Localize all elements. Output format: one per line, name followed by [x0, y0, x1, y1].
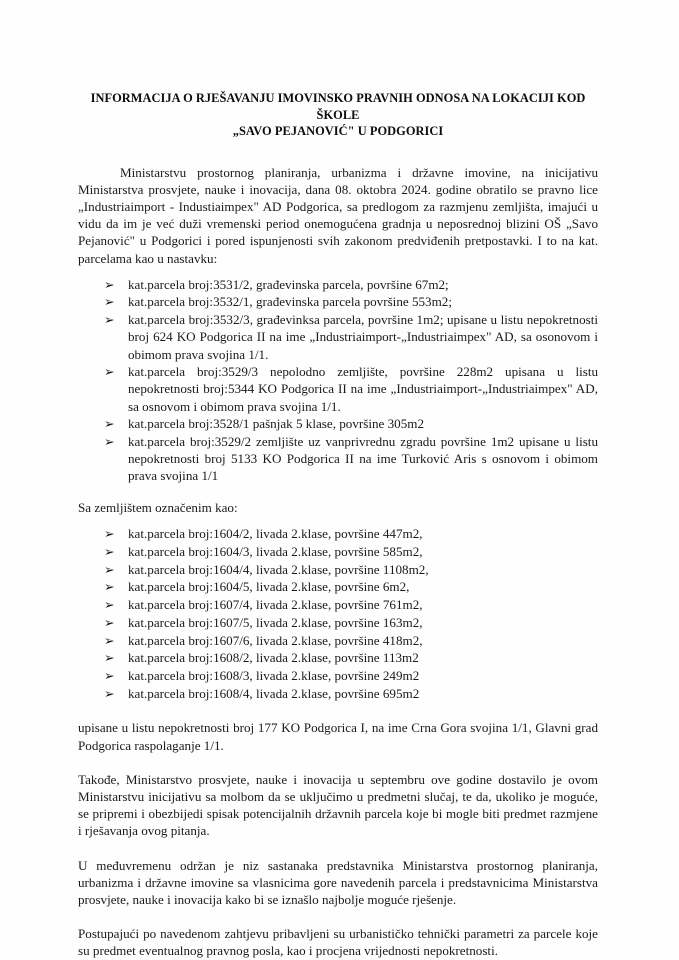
- list-item: [104, 561, 598, 578]
- bullet-arrow-icon: ➢: [104, 561, 115, 577]
- list-item: [104, 415, 598, 432]
- page-title: [78, 90, 598, 140]
- list-item: [104, 614, 598, 631]
- bullet-arrow-icon: ➢: [104, 614, 115, 630]
- list-item-label: kat.parcela broj:3529/3 nepolodno zemljište, površine 228m2 upisana u listu nepokretnosti broj:5344 KO Podgorica II na ime „Industriaimport-„Industriaimpex" AD, sa osnovom i obimom prava svojina 1/1.: [128, 364, 598, 414]
- list-item: [104, 632, 598, 649]
- spacer-before-first-list: [78, 267, 598, 276]
- list-item-label: kat.parcela broj:1608/2, livada 2.klase, površine 113m2: [128, 650, 419, 666]
- postupajuci-paragraph: Postupajući po navedenom zahtjevu pribavljeni su urbanističko tehnički parametri za parcele koje su predmet eventualnog pravnog posla, kao i procjena vrijednosti nepokretnosti.: [78, 926, 598, 959]
- list-item: [104, 276, 598, 293]
- takodje-paragraph: Takođe, Ministarstvo prosvjete, nauke i inovacija u septembru ove godine dostavilo je ovom Ministarstvu inicijativu sa molbom da se uključimo u predmetni slučaj, te da, ukoliko je moguće, se pripremi i obezbijedi spisak potencijalnih državnih parcela koje bi mogle biti predmet razmjene i rješavanja ovog pitanja.: [78, 771, 598, 839]
- bullet-arrow-icon: ➢: [104, 667, 115, 683]
- second-list-lead: Sa zemljištem označenim kao:: [78, 500, 238, 516]
- list-item-label: kat.parcela broj:1604/5, livada 2.klase, površine 6m2,: [128, 579, 410, 595]
- list-item-label: kat.parcela broj:3532/3, građevinksa parcela, površine 1m2; upisane u listu nepokretnosti broj 624 KO Podgorica II na ime „Industriaimport-„Industriaimpex" AD, sa osonovom i obimom prava svojina 1/1.: [128, 312, 598, 362]
- spacer-before-second-list: [78, 516, 598, 525]
- list-item: [104, 363, 598, 415]
- list-item: [104, 525, 598, 542]
- list-item: [104, 543, 598, 560]
- second-parcel-list: [78, 525, 598, 702]
- bullet-arrow-icon: ➢: [104, 597, 115, 613]
- list-item-label: kat.parcela broj:1608/4, livada 2.klase, površine 695m2: [128, 685, 420, 701]
- intro-paragraph: Ministarstvu prostornog planiranja, urbanizma i državne imovine, na inicijativu Ministarstva prosvjete, nauke i inovacija, dana 08. oktobra 2024. godine obratilo se pravno lice „Industriaimport - Industiaimpex" AD Podgorica, sa predlogom za razmjenu zemljišta, imajući u vidu da im je već duži vremenski period onemogućena gradnja u neposrednoj blizini OŠ „Savo Pejanović" u Podgorici i pored ispunjenosti svih zakonom predviđenih pretpostavki. I to na kat. parcelama kao u nastavku:: [78, 164, 598, 266]
- bullet-arrow-icon: ➢: [104, 294, 115, 310]
- list-item-label: kat.parcela broj:1604/4, livada 2.klase, površine 1108m2,: [128, 561, 429, 577]
- spacer-before-postupajuci: [78, 908, 598, 925]
- document-body: [78, 90, 598, 960]
- spacer-before-takodje: [78, 754, 598, 771]
- list-item: [104, 667, 598, 684]
- list-item-label: kat.parcela broj:1604/2, livada 2.klase, površine 447m2,: [128, 526, 423, 542]
- spacer-before-registry-note: [78, 702, 598, 719]
- list-item-label: kat.parcela broj:1604/3, livada 2.klase, površine 585m2,: [128, 544, 423, 560]
- list-item: [104, 433, 598, 485]
- list-item: [104, 596, 598, 613]
- list-item-label: kat.parcela broj:1608/3, livada 2.klase, površine 249m2: [128, 667, 420, 683]
- list-item-label: kat.parcela broj:1607/6, livada 2.klase, površine 418m2,: [128, 632, 423, 648]
- list-item: [104, 649, 598, 666]
- list-item-label: kat.parcela broj:3528/1 pašnjak 5 klase, površine 305m2: [128, 416, 424, 432]
- list-item: [104, 293, 598, 310]
- bullet-arrow-icon: ➢: [104, 434, 115, 450]
- list-item: [104, 311, 598, 363]
- bullet-arrow-icon: ➢: [104, 544, 115, 560]
- list-item: [104, 578, 598, 595]
- bullet-arrow-icon: ➢: [104, 632, 115, 648]
- first-parcel-list: [78, 276, 598, 485]
- list-item-label: kat.parcela broj:1607/5, livada 2.klase, površine 163m2,: [128, 614, 423, 630]
- bullet-arrow-icon: ➢: [104, 312, 115, 328]
- bullet-arrow-icon: ➢: [104, 276, 115, 292]
- list-item-label: kat.parcela broj:3529/2 zemljište uz vanprivrednu zgradu površine 1m2 upisane u listu nepokretnosti broj 5133 KO Podgorica II na ime Turković Aris s osnovom i obimom prava svojina 1/1: [128, 434, 598, 484]
- registry-note-paragraph: upisane u listu nepokretnosti broj 177 KO Podgorica I, na ime Crna Gora svojina 1/1, Glavni grad Podgorica raspolaganje 1/1.: [78, 720, 598, 753]
- bullet-arrow-icon: ➢: [104, 685, 115, 701]
- spacer-before-lead: [78, 485, 598, 499]
- bullet-arrow-icon: ➢: [104, 650, 115, 666]
- list-item-label: kat.parcela broj:1607/4, livada 2.klase, površine 761m2,: [128, 597, 423, 613]
- page-title-line-2: „SAVO PEJANOVIĆ" U PODGORICI: [232, 124, 444, 138]
- list-item: [104, 685, 598, 702]
- bullet-arrow-icon: ➢: [104, 364, 115, 380]
- list-item-label: kat.parcela broj:3531/2, građevinska parcela, površine 67m2;: [128, 276, 449, 292]
- bullet-arrow-icon: ➢: [104, 416, 115, 432]
- bullet-arrow-icon: ➢: [104, 526, 115, 542]
- spacer-before-medjuvremenu: [78, 840, 598, 857]
- bullet-arrow-icon: ➢: [104, 579, 115, 595]
- medjuvremenu-paragraph: U međuvremenu održan je niz sastanaka predstavnika Ministarstva prostornog planiranja, urbanizma i državne imovine sa vlasnicima gore navedenih parcela i predstavnicima Ministarstva prosvjete, nauke i inovacija kako bi se iznašlo najbolje moguće rješenje.: [78, 857, 598, 908]
- page-title-line-1: INFORMACIJA O RJEŠAVANJU IMOVINSKO PRAVNIH ODNOSA NA LOKACIJI KOD ŠKOLE: [90, 91, 586, 122]
- list-item-label: kat.parcela broj:3532/1, građevinska parcela površine 553m2;: [128, 294, 452, 310]
- spacer-after-title: [78, 140, 598, 164]
